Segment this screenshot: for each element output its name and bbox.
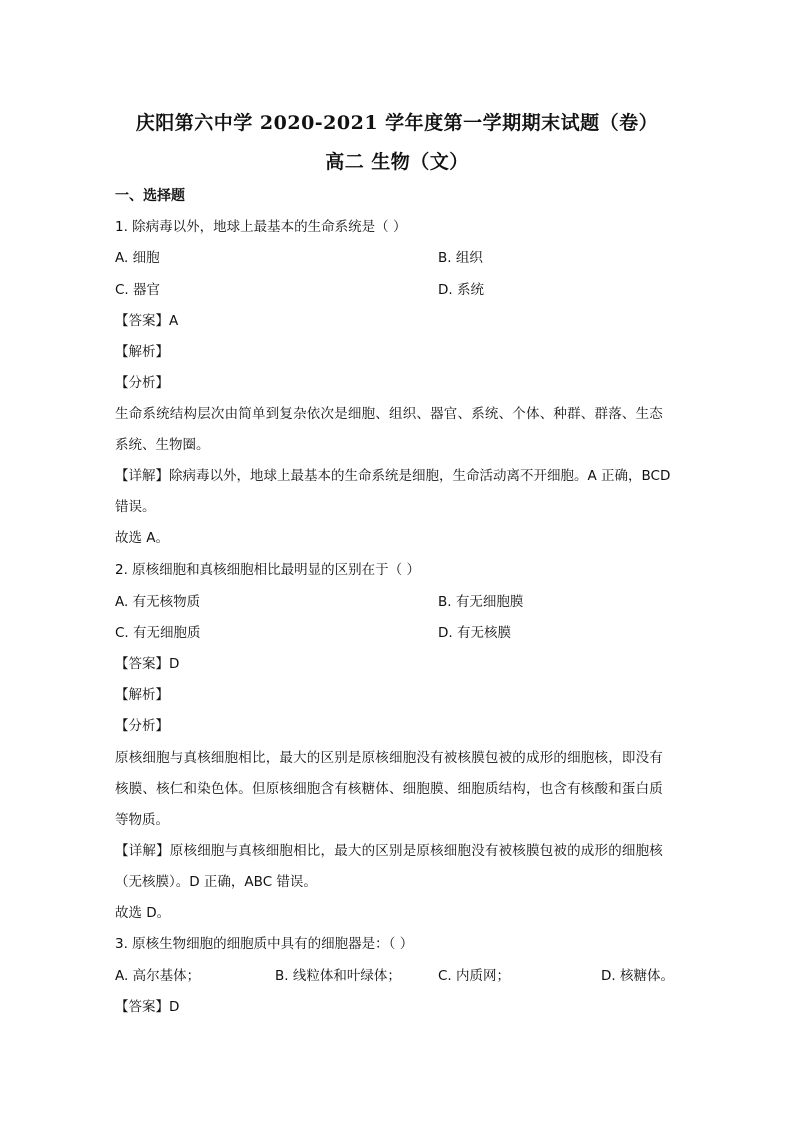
question-2-fenxi-line-1: 原核细胞与真核细胞相比，最大的区别是原核细胞没有被核膜包被的成形的细胞核，即没有 xyxy=(115,750,663,766)
question-3-answer: 【答案】D xyxy=(115,999,180,1015)
question-2-fenxi-label: 【分析】 xyxy=(115,718,169,734)
question-2-conclusion: 故选 D。 xyxy=(115,905,171,921)
question-1-fenxi-label: 【分析】 xyxy=(115,375,169,391)
question-1-fenxi-line-1: 生命系统结构层次由简单到复杂依次是细胞、组织、器官、系统、个体、种群、群落、生态 xyxy=(115,406,663,422)
question-2-fenxi-line-3: 等物质。 xyxy=(115,812,169,828)
question-1-answer: 【答案】A xyxy=(115,313,179,329)
question-2-jiexi-label: 【解析】 xyxy=(115,687,169,703)
question-1-jiexi-label: 【解析】 xyxy=(115,344,169,360)
question-1-option-c: C. 器官 xyxy=(115,282,161,298)
question-3-option-c: C. 内质网； xyxy=(438,968,511,984)
question-2-detail-line-1: 【详解】原核细胞与真核细胞相比，最大的区别是原核细胞没有被核膜包被的成形的细胞核 xyxy=(115,843,663,859)
question-1-detail-line-1: 【详解】除病毒以外，地球上最基本的生命系统是细胞，生命活动离不开细胞。A 正确，BCD xyxy=(115,468,671,484)
question-1-conclusion: 故选 A。 xyxy=(115,530,170,546)
question-2-option-b: B. 有无细胞膜 xyxy=(438,594,524,610)
question-3-option-d: D. 核糖体。 xyxy=(601,968,674,984)
document-subtitle: 高二 生物（文） xyxy=(325,151,469,173)
question-1-detail-line-2: 错误。 xyxy=(115,499,156,515)
question-1-stem: 1. 除病毒以外，地球上最基本的生命系统是（ ） xyxy=(115,219,407,235)
question-2-fenxi-line-2: 核膜、核仁和染色体。但原核细胞含有核糖体、细胞膜、细胞质结构，也含有核酸和蛋白质 xyxy=(115,781,663,797)
question-1-option-b: B. 组织 xyxy=(438,250,483,266)
section-heading: 一、选择题 xyxy=(115,188,185,204)
question-3-stem: 3. 原核生物细胞的细胞质中具有的细胞器是：（ ） xyxy=(115,936,414,952)
question-2-option-a: A. 有无核物质 xyxy=(115,594,201,610)
question-3-option-a: A. 高尔基体； xyxy=(115,968,201,984)
document-title: 庆阳第六中学 2020-2021 学年度第一学期期末试题（卷） xyxy=(135,112,659,134)
question-1-option-a: A. 细胞 xyxy=(115,250,160,266)
question-2-option-c: C. 有无细胞质 xyxy=(115,625,201,641)
question-2-option-d: D. 有无核膜 xyxy=(438,625,511,641)
question-1-option-d: D. 系统 xyxy=(438,282,484,298)
question-3-option-b: B. 线粒体和叶绿体； xyxy=(275,968,401,984)
question-2-answer: 【答案】D xyxy=(115,656,180,672)
question-2-stem: 2. 原核细胞和真核细胞相比最明显的区别在于（ ） xyxy=(115,562,420,578)
question-1-fenxi-line-2: 系统、生物圈。 xyxy=(115,437,210,453)
question-2-detail-line-2: （无核膜）。D 正确，ABC 错误。 xyxy=(115,874,317,890)
